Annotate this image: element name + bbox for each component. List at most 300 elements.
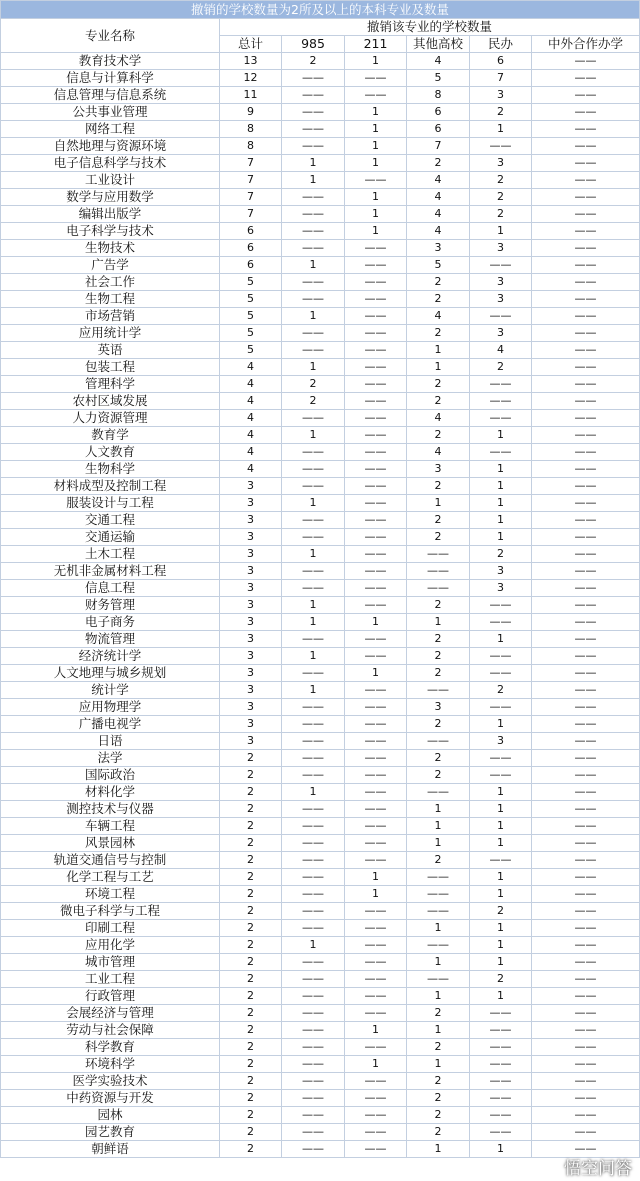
count-cell: —— <box>407 903 470 920</box>
count-cell: 1 <box>470 529 532 546</box>
count-cell: —— <box>282 852 345 869</box>
count-cell: —— <box>345 835 407 852</box>
count-cell: 4 <box>220 410 282 427</box>
count-cell: —— <box>470 1090 532 1107</box>
count-cell: —— <box>532 206 640 223</box>
count-cell: —— <box>532 240 640 257</box>
count-cell: 7 <box>220 189 282 206</box>
count-cell: 1 <box>470 937 532 954</box>
count-cell: —— <box>532 665 640 682</box>
count-cell: 2 <box>407 325 470 342</box>
table-row <box>1 767 640 784</box>
count-cell: 1 <box>470 784 532 801</box>
count-cell: 1 <box>345 121 407 138</box>
table-row <box>1 886 640 903</box>
count-cell: —— <box>532 1005 640 1022</box>
count-cell: 2 <box>220 869 282 886</box>
table-row <box>1 138 640 155</box>
major-name-cell: 无机非金属材料工程 <box>1 563 220 580</box>
count-cell: —— <box>532 410 640 427</box>
table-row <box>1 699 640 716</box>
table-row <box>1 461 640 478</box>
table-row <box>1 784 640 801</box>
count-cell: 5 <box>220 274 282 291</box>
count-cell: 4 <box>407 223 470 240</box>
count-cell: —— <box>532 427 640 444</box>
count-cell: —— <box>532 1141 640 1158</box>
count-cell: —— <box>470 1039 532 1056</box>
count-cell: —— <box>532 1056 640 1073</box>
count-cell: —— <box>345 70 407 87</box>
count-cell: 3 <box>407 461 470 478</box>
count-cell: 1 <box>282 784 345 801</box>
count-cell: 4 <box>407 172 470 189</box>
count-cell: —— <box>345 801 407 818</box>
major-name-cell: 公共事业管理 <box>1 104 220 121</box>
count-cell: 2 <box>220 852 282 869</box>
count-cell: —— <box>282 206 345 223</box>
table-row <box>1 444 640 461</box>
table-row <box>1 274 640 291</box>
count-cell: —— <box>407 937 470 954</box>
count-cell: —— <box>532 682 640 699</box>
count-cell: 5 <box>407 70 470 87</box>
table-row <box>1 920 640 937</box>
table-row <box>1 478 640 495</box>
count-cell: —— <box>532 138 640 155</box>
count-cell: —— <box>532 784 640 801</box>
count-cell: —— <box>532 393 640 410</box>
count-cell: —— <box>532 648 640 665</box>
count-cell: 2 <box>407 1039 470 1056</box>
major-name-cell: 科学教育 <box>1 1039 220 1056</box>
count-cell: —— <box>407 784 470 801</box>
table-row <box>1 393 640 410</box>
major-name-cell: 工业工程 <box>1 971 220 988</box>
table-row <box>1 852 640 869</box>
count-cell: —— <box>532 478 640 495</box>
count-cell: 2 <box>407 1107 470 1124</box>
count-cell: —— <box>470 1022 532 1039</box>
count-cell: 3 <box>220 478 282 495</box>
major-name-cell: 物流管理 <box>1 631 220 648</box>
count-cell: —— <box>345 172 407 189</box>
count-cell: —— <box>282 1056 345 1073</box>
count-cell: —— <box>282 801 345 818</box>
count-cell: —— <box>345 512 407 529</box>
major-name-cell: 化学工程与工艺 <box>1 869 220 886</box>
table-row <box>1 869 640 886</box>
count-cell: —— <box>345 784 407 801</box>
count-cell: —— <box>532 835 640 852</box>
count-cell: —— <box>345 342 407 359</box>
major-name-cell: 法学 <box>1 750 220 767</box>
table-body <box>1 53 640 1158</box>
major-name-cell: 服装设计与工程 <box>1 495 220 512</box>
count-cell: 13 <box>220 53 282 70</box>
count-cell: —— <box>532 716 640 733</box>
count-cell: —— <box>282 240 345 257</box>
count-cell: —— <box>345 597 407 614</box>
count-cell: 1 <box>282 155 345 172</box>
count-cell: —— <box>532 903 640 920</box>
count-cell: 2 <box>220 818 282 835</box>
table-row <box>1 1005 640 1022</box>
table-row <box>1 835 640 852</box>
count-cell: 1 <box>470 920 532 937</box>
major-name-cell: 交通工程 <box>1 512 220 529</box>
count-cell: —— <box>345 359 407 376</box>
count-cell: —— <box>532 733 640 750</box>
count-cell: —— <box>532 869 640 886</box>
major-name-cell: 劳动与社会保障 <box>1 1022 220 1039</box>
major-name-header: 专业名称 <box>1 19 220 53</box>
major-name-cell: 农村区域发展 <box>1 393 220 410</box>
count-cell: 1 <box>470 818 532 835</box>
count-cell: —— <box>532 852 640 869</box>
count-cell: 6 <box>220 240 282 257</box>
count-cell: —— <box>282 954 345 971</box>
major-name-cell: 电子科学与技术 <box>1 223 220 240</box>
table-row <box>1 189 640 206</box>
count-cell: 2 <box>220 886 282 903</box>
major-name-cell: 管理科学 <box>1 376 220 393</box>
watermark: 悟空问答 <box>564 1159 632 1179</box>
major-name-cell: 电子信息科学与技术 <box>1 155 220 172</box>
count-cell: —— <box>470 767 532 784</box>
count-cell: —— <box>532 274 640 291</box>
count-cell: 4 <box>407 308 470 325</box>
count-cell: —— <box>345 903 407 920</box>
count-cell: —— <box>470 138 532 155</box>
count-cell: —— <box>345 1073 407 1090</box>
count-cell: —— <box>532 1073 640 1090</box>
column-header-211: 211 <box>345 36 407 53</box>
count-cell: —— <box>532 1124 640 1141</box>
count-cell: 2 <box>407 427 470 444</box>
major-name-cell: 社会工作 <box>1 274 220 291</box>
count-cell: 1 <box>470 988 532 1005</box>
count-cell: 4 <box>220 393 282 410</box>
count-cell: —— <box>532 87 640 104</box>
count-cell: 1 <box>282 546 345 563</box>
count-cell: 2 <box>220 767 282 784</box>
count-cell: 2 <box>407 665 470 682</box>
count-cell: 1 <box>345 53 407 70</box>
count-cell: 1 <box>407 818 470 835</box>
count-cell: —— <box>282 478 345 495</box>
count-cell: 2 <box>220 1039 282 1056</box>
major-name-cell: 车辆工程 <box>1 818 220 835</box>
count-cell: —— <box>345 563 407 580</box>
count-cell: 4 <box>220 444 282 461</box>
count-cell: —— <box>345 937 407 954</box>
count-cell: —— <box>532 325 640 342</box>
major-name-cell: 轨道交通信号与控制 <box>1 852 220 869</box>
major-name-cell: 材料成型及控制工程 <box>1 478 220 495</box>
count-cell: 2 <box>470 359 532 376</box>
count-cell: 4 <box>220 427 282 444</box>
count-cell: 3 <box>470 155 532 172</box>
count-cell: 11 <box>220 87 282 104</box>
count-cell: 2 <box>220 1124 282 1141</box>
column-header-985: 985 <box>282 36 345 53</box>
table-row <box>1 988 640 1005</box>
count-cell: 2 <box>220 784 282 801</box>
count-cell: 1 <box>470 223 532 240</box>
count-cell: 2 <box>220 971 282 988</box>
count-cell: —— <box>532 750 640 767</box>
count-cell: 2 <box>407 852 470 869</box>
count-cell: 4 <box>407 444 470 461</box>
table-row <box>1 750 640 767</box>
major-name-cell: 网络工程 <box>1 121 220 138</box>
count-cell: 1 <box>282 495 345 512</box>
count-cell: 3 <box>470 733 532 750</box>
count-cell: 3 <box>220 699 282 716</box>
table-row <box>1 614 640 631</box>
count-cell: —— <box>407 869 470 886</box>
count-cell: —— <box>282 512 345 529</box>
major-name-cell: 市场营销 <box>1 308 220 325</box>
count-cell: —— <box>532 512 640 529</box>
count-cell: 1 <box>470 631 532 648</box>
count-cell: —— <box>345 444 407 461</box>
count-cell: —— <box>345 478 407 495</box>
table-row <box>1 546 640 563</box>
count-cell: 1 <box>470 835 532 852</box>
count-cell: 2 <box>220 1141 282 1158</box>
count-cell: 1 <box>407 988 470 1005</box>
count-cell: —— <box>282 291 345 308</box>
major-name-cell: 包装工程 <box>1 359 220 376</box>
count-cell: —— <box>470 699 532 716</box>
table-row <box>1 291 640 308</box>
count-cell: 2 <box>220 1073 282 1090</box>
table-row <box>1 121 640 138</box>
major-name-cell: 应用化学 <box>1 937 220 954</box>
count-cell: 2 <box>282 393 345 410</box>
count-cell: 1 <box>407 835 470 852</box>
count-cell: 2 <box>407 393 470 410</box>
count-cell: 1 <box>345 155 407 172</box>
count-cell: —— <box>532 920 640 937</box>
major-name-cell: 自然地理与资源环境 <box>1 138 220 155</box>
count-cell: —— <box>345 580 407 597</box>
count-cell: —— <box>532 1022 640 1039</box>
count-cell: —— <box>407 546 470 563</box>
count-cell: —— <box>345 818 407 835</box>
count-cell: 2 <box>470 189 532 206</box>
count-cell: —— <box>345 376 407 393</box>
major-name-cell: 环境科学 <box>1 1056 220 1073</box>
count-cell: 4 <box>220 359 282 376</box>
count-cell: 3 <box>470 580 532 597</box>
count-cell: 7 <box>220 155 282 172</box>
count-cell: —— <box>532 971 640 988</box>
count-cell: 3 <box>220 597 282 614</box>
count-cell: —— <box>282 325 345 342</box>
count-cell: —— <box>470 1107 532 1124</box>
count-cell: —— <box>345 240 407 257</box>
count-cell: 5 <box>220 325 282 342</box>
count-cell: 3 <box>470 240 532 257</box>
count-cell: 5 <box>220 308 282 325</box>
count-cell: —— <box>532 104 640 121</box>
major-name-cell: 人力资源管理 <box>1 410 220 427</box>
count-cell: 1 <box>345 206 407 223</box>
count-cell: 1 <box>345 138 407 155</box>
count-cell: —— <box>345 648 407 665</box>
count-cell: —— <box>532 937 640 954</box>
count-cell: —— <box>345 767 407 784</box>
count-cell: —— <box>532 563 640 580</box>
count-cell: 3 <box>470 274 532 291</box>
count-cell: 1 <box>282 359 345 376</box>
count-cell: 2 <box>407 767 470 784</box>
count-cell: 2 <box>470 206 532 223</box>
major-name-cell: 印刷工程 <box>1 920 220 937</box>
count-cell: 1 <box>282 597 345 614</box>
count-cell: —— <box>407 971 470 988</box>
count-cell: —— <box>532 699 640 716</box>
count-cell: 1 <box>407 1022 470 1039</box>
table-row <box>1 1022 640 1039</box>
count-cell: —— <box>532 342 640 359</box>
count-cell: 1 <box>470 1141 532 1158</box>
table-row <box>1 716 640 733</box>
count-cell: —— <box>532 988 640 1005</box>
count-cell: —— <box>345 1141 407 1158</box>
table-row <box>1 308 640 325</box>
count-cell: —— <box>282 1124 345 1141</box>
count-cell: 3 <box>220 512 282 529</box>
count-cell: —— <box>282 121 345 138</box>
count-cell: 1 <box>282 427 345 444</box>
count-cell: —— <box>282 223 345 240</box>
count-cell: 3 <box>470 563 532 580</box>
count-cell: 2 <box>220 937 282 954</box>
table-row <box>1 87 640 104</box>
count-cell: —— <box>345 733 407 750</box>
count-cell: 3 <box>407 240 470 257</box>
major-name-cell: 广播电视学 <box>1 716 220 733</box>
table-row <box>1 954 640 971</box>
count-cell: —— <box>532 359 640 376</box>
count-cell: —— <box>282 1022 345 1039</box>
count-cell: —— <box>282 70 345 87</box>
count-cell: —— <box>470 1124 532 1141</box>
count-cell: —— <box>345 274 407 291</box>
count-cell: 2 <box>470 172 532 189</box>
count-cell: —— <box>345 325 407 342</box>
count-cell: —— <box>282 699 345 716</box>
count-cell: 2 <box>407 376 470 393</box>
count-cell: 2 <box>470 682 532 699</box>
count-cell: 3 <box>220 682 282 699</box>
count-cell: 1 <box>470 495 532 512</box>
count-cell: 3 <box>220 614 282 631</box>
count-cell: 2 <box>407 631 470 648</box>
count-cell: 1 <box>282 648 345 665</box>
count-cell: 5 <box>407 257 470 274</box>
count-cell: 2 <box>407 274 470 291</box>
count-cell: 7 <box>220 206 282 223</box>
count-cell: 4 <box>407 53 470 70</box>
table-row <box>1 257 640 274</box>
count-cell: 3 <box>220 733 282 750</box>
count-cell: —— <box>532 1039 640 1056</box>
count-cell: —— <box>282 410 345 427</box>
count-cell: 1 <box>282 308 345 325</box>
major-name-cell: 教育学 <box>1 427 220 444</box>
table-row <box>1 733 640 750</box>
column-header-total: 总计 <box>220 36 282 53</box>
count-cell: 6 <box>407 104 470 121</box>
count-cell: —— <box>532 172 640 189</box>
count-cell: 3 <box>470 87 532 104</box>
count-cell: 1 <box>282 257 345 274</box>
major-name-cell: 交通运输 <box>1 529 220 546</box>
count-cell: —— <box>470 1005 532 1022</box>
count-cell: —— <box>470 1056 532 1073</box>
count-cell: —— <box>282 138 345 155</box>
table-row <box>1 325 640 342</box>
count-cell: —— <box>282 274 345 291</box>
count-cell: 8 <box>407 87 470 104</box>
table-row <box>1 682 640 699</box>
count-cell: 3 <box>220 631 282 648</box>
count-cell: 2 <box>220 1056 282 1073</box>
count-cell: 2 <box>407 478 470 495</box>
count-cell: 2 <box>407 1005 470 1022</box>
count-cell: —— <box>532 1090 640 1107</box>
table-row <box>1 937 640 954</box>
table-row <box>1 529 640 546</box>
count-cell: —— <box>345 971 407 988</box>
count-cell: —— <box>282 1107 345 1124</box>
major-name-cell: 朝鲜语 <box>1 1141 220 1158</box>
count-cell: —— <box>345 699 407 716</box>
count-cell: —— <box>470 852 532 869</box>
major-name-cell: 财务管理 <box>1 597 220 614</box>
count-cell: 2 <box>282 53 345 70</box>
major-name-cell: 人文教育 <box>1 444 220 461</box>
major-name-cell: 中药资源与开发 <box>1 1090 220 1107</box>
count-cell: —— <box>532 546 640 563</box>
major-name-cell: 信息与计算科学 <box>1 70 220 87</box>
table-row <box>1 240 640 257</box>
count-cell: —— <box>345 529 407 546</box>
table-row <box>1 818 640 835</box>
table-row <box>1 1056 640 1073</box>
count-cell: —— <box>532 886 640 903</box>
major-name-cell: 生物工程 <box>1 291 220 308</box>
count-cell: 2 <box>407 529 470 546</box>
count-cell: 2 <box>470 104 532 121</box>
count-cell: —— <box>282 818 345 835</box>
count-cell: 2 <box>470 903 532 920</box>
count-cell: 1 <box>282 172 345 189</box>
count-cell: —— <box>345 87 407 104</box>
count-cell: —— <box>345 716 407 733</box>
count-cell: 8 <box>220 121 282 138</box>
count-cell: —— <box>282 1039 345 1056</box>
count-cell: 2 <box>407 512 470 529</box>
count-cell: 2 <box>282 376 345 393</box>
count-cell: 4 <box>220 376 282 393</box>
count-cell: —— <box>407 886 470 903</box>
